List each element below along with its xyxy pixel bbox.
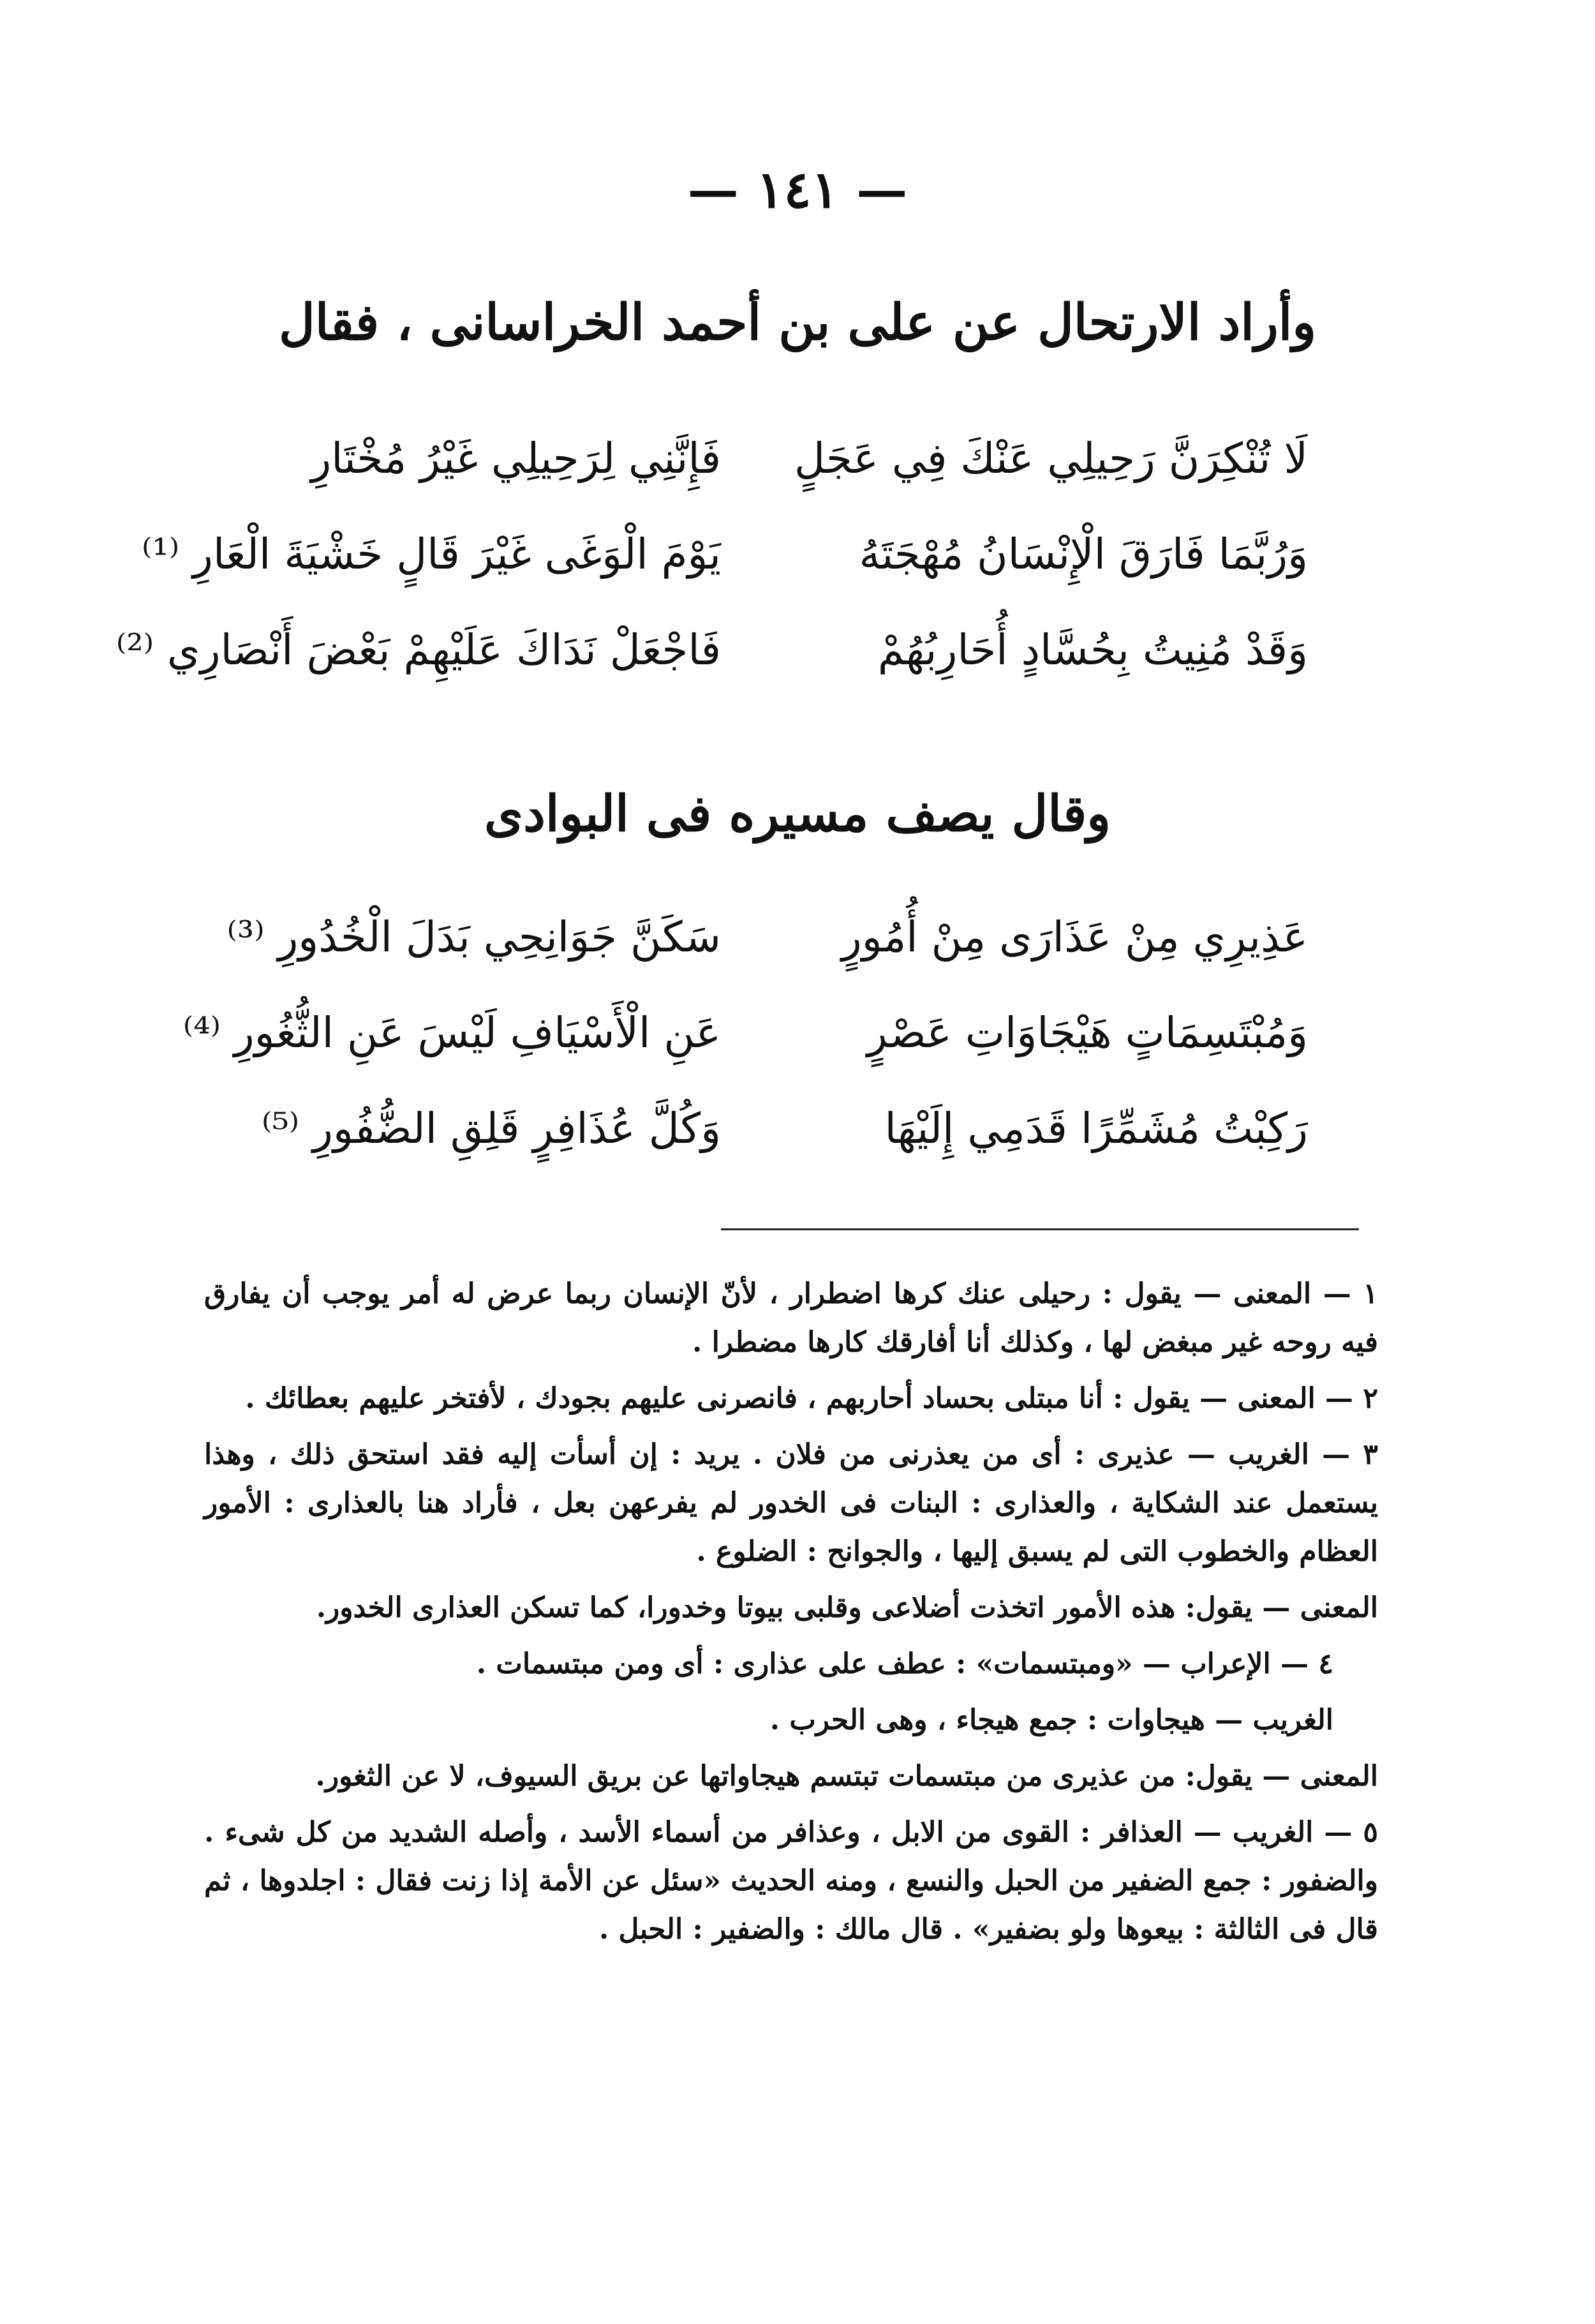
hemistich-first: وَرُبَّمَا فَارَقَ الْإِنْسَانُ مُهْجَتَهُ [859,530,1308,579]
section-heading-1: وأراد الارتحال عن على بن أحمد الخراسانى ، فقال [279,294,1316,352]
footnote-5: ٥ — الغريب — العذافر : القوى من الابل ، وعذافر من أسماء الأسد ، وأصله الشديد من كل شىء . والضفور : جمع الضفير من الحبل والنسع ، ومنه الحديث «سئل عن الأمة إذا زنت فقال : اجلدوها ، ثم قال فى الثالثة : بيعوها ولو بضفير» . قال مالك : والضفير : الحبل . [204,1816,1378,1946]
footnote-2: ٢ — المعنى — يقول : أنا مبتلى بحساد أحاربهم ، فانصرنى عليهم بجودك ، لأفتخر عليهم بعطائك . [245,1382,1378,1415]
footnote-divider [721,1228,1359,1230]
verse [182,995,1308,1091]
hemistich-second: سَكَنَّ جَوَانِحِي بَدَلَ الْخُدُورِ ⁽³⁾ [226,912,721,962]
hemistich-first: وَمُبْتَسِمَاتٍ هَيْجَاوَاتِ عَصْرٍ [866,1008,1308,1057]
verse [116,613,1308,708]
verse [211,1091,1308,1187]
hemistich-first: وَقَدْ مُنِيتُ بِحُسَّادٍ أُحَارِبُهُمْ [877,625,1308,674]
hemistich-second: فَإِنَّنِي لِرَحِيلِي غَيْرُ مُخْتَارِ [311,434,721,483]
hemistich-second: وَكُلَّ عُذَافِرٍ قَلِقِ الضُّفُورِ ⁽⁵⁾ [262,1104,721,1153]
verse [142,517,1308,613]
section-heading-2: وقال يصف مسيره فى البوادى [484,785,1111,843]
footnote-1: ١ — المعنى — يقول : رحيلى عنك كرها اضطرار ، لأنّ الإنسان ربما عرض له أمر يوجب أن يفارق فيه روحه غير مبغض لها ، وكذلك أنا أفارقك كارها مضطرا . [204,1277,1378,1359]
verse [211,900,1308,995]
hemistich-first: لَا تُنْكِرَنَّ رَحِيلِي عَنْكَ فِي عَجَلٍ [794,434,1308,483]
verse [211,421,1308,517]
footnote-4: ٤ — الإعراب — «ومبتسمات» : عطف على عذارى : أى ومن مبتسمات . [476,1648,1333,1680]
footnote-4-gloss: الغريب — هيجاوات : جمع هيجاء ، وهى الحرب . [769,1704,1333,1736]
footnotes [204,1270,1378,1962]
poem-1 [116,421,1308,708]
poem-2 [182,900,1308,1187]
hemistich-first: رَكِبْتُ مُشَمِّرًا قَدَمِي إِلَيْهَا [884,1104,1308,1153]
hemistich-first: عَذِيرِي مِنْ عَذَارَى مِنْ أُمُورٍ [841,912,1308,962]
hemistich-second: يَوْمَ الْوَغَى غَيْرَ قَالٍ خَشْيَةَ الْعَارِ ⁽¹⁾ [142,530,721,579]
hemistich-second: فَاجْعَلْ نَدَاكَ عَلَيْهِمْ بَعْضَ أَنْصَارِي ⁽²⁾ [116,625,721,674]
footnote-4-meaning: المعنى — يقول: من عذيرى من مبتسمات تبتسم هيجاواتها عن بريق السيوف، لا عن الثغور. [315,1760,1378,1792]
page-number: — ١٤١ — [687,160,908,220]
footnote-3: ٣ — الغريب — عذيرى : أى من يعذرنى من فلان . يريد : إن أسأت إليه فقد استحق ذلك ، وهذا يستعمل عند الشكاية ، والعذارى : البنات فى الخدور لم يفرعهن بعل ، فأراد هنا بالعذارى : الأمور العظام والخطوب التى لم يسبق إليها ، والجوانح : الضلوع . [204,1438,1378,1568]
footnote-3-meaning: المعنى — يقول: هذه الأمور اتخذت أضلاعى وقلبى بيوتا وخدورا، كما تسكن العذارى الخدور. [316,1591,1378,1624]
hemistich-second: عَنِ الْأَسْيَافِ لَيْسَ عَنِ الثُّغُورِ ⁽⁴⁾ [182,1008,721,1057]
